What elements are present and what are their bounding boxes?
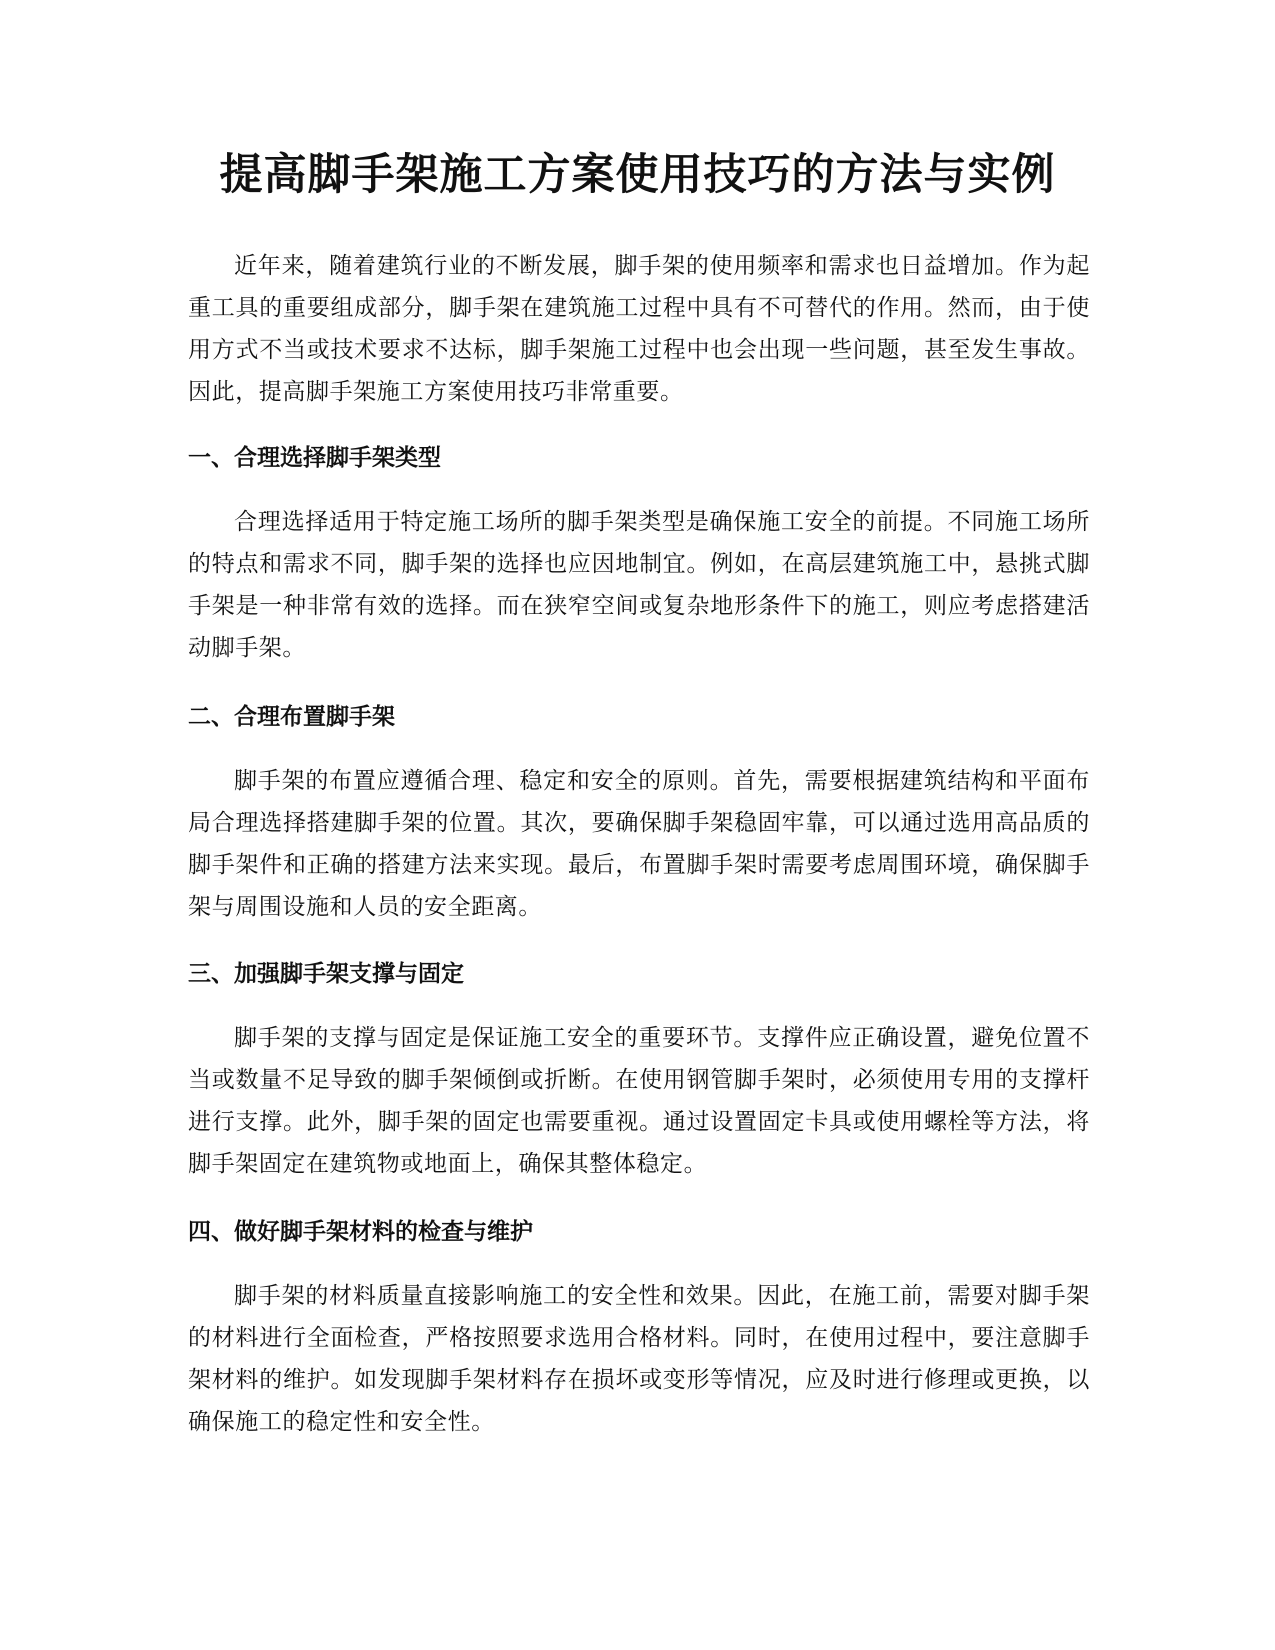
section-heading-2: 二、合理布置脚手架 — [188, 704, 395, 730]
section-body-3: 脚手架的支撑与固定是保证施工安全的重要环节。支撑件应正确设置，避免位置不当或数量不足导致的脚手架倾倒或折断。在使用钢管脚手架时，必须使用专用的支撑杆进行支撑。此外，脚手架的固定也需要重视。通过设置固定卡具或使用螺栓等方法，将脚手架固定在建筑物或地面上，确保其整体稳定。 — [188, 1025, 1090, 1177]
section-body-2: 脚手架的布置应遵循合理、稳定和安全的原则。首先，需要根据建筑结构和平面布局合理选择搭建脚手架的位置。其次，要确保脚手架稳固牢靠，可以通过选用高品质的脚手架件和正确的搭建方法来实现。最后，布置脚手架时需要考虑周围环境，确保脚手架与周围设施和人员的安全距离。 — [188, 768, 1090, 920]
intro-paragraph: 近年来，随着建筑行业的不断发展，脚手架的使用频率和需求也日益增加。作为起重工具的重要组成部分，脚手架在建筑施工过程中具有不可替代的作用。然而，由于使用方式不当或技术要求不达标，脚手架施工过程中也会出现一些问题，甚至发生事故。因此，提高脚手架施工方案使用技巧非常重要。 — [188, 253, 1090, 405]
section-body-4: 脚手架的材料质量直接影响施工的安全性和效果。因此，在施工前，需要对脚手架的材料进行全面检查，严格按照要求选用合格材料。同时，在使用过程中，要注意脚手架材料的维护。如发现脚手架材料存在损坏或变形等情况，应及时进行修理或更换，以确保施工的稳定性和安全性。 — [188, 1283, 1090, 1435]
document-title: 提高脚手架施工方案使用技巧的方法与实例 — [219, 150, 1056, 200]
section-heading-1: 一、合理选择脚手架类型 — [188, 445, 441, 471]
section-body-1: 合理选择适用于特定施工场所的脚手架类型是确保施工安全的前提。不同施工场所的特点和需求不同，脚手架的选择也应因地制宜。例如，在高层建筑施工中，悬挑式脚手架是一种非常有效的选择。而在狭窄空间或复杂地形条件下的施工，则应考虑搭建活动脚手架。 — [188, 509, 1090, 661]
section-heading-3: 三、加强脚手架支撑与固定 — [188, 961, 464, 987]
section-heading-4: 四、做好脚手架材料的检查与维护 — [188, 1219, 533, 1245]
